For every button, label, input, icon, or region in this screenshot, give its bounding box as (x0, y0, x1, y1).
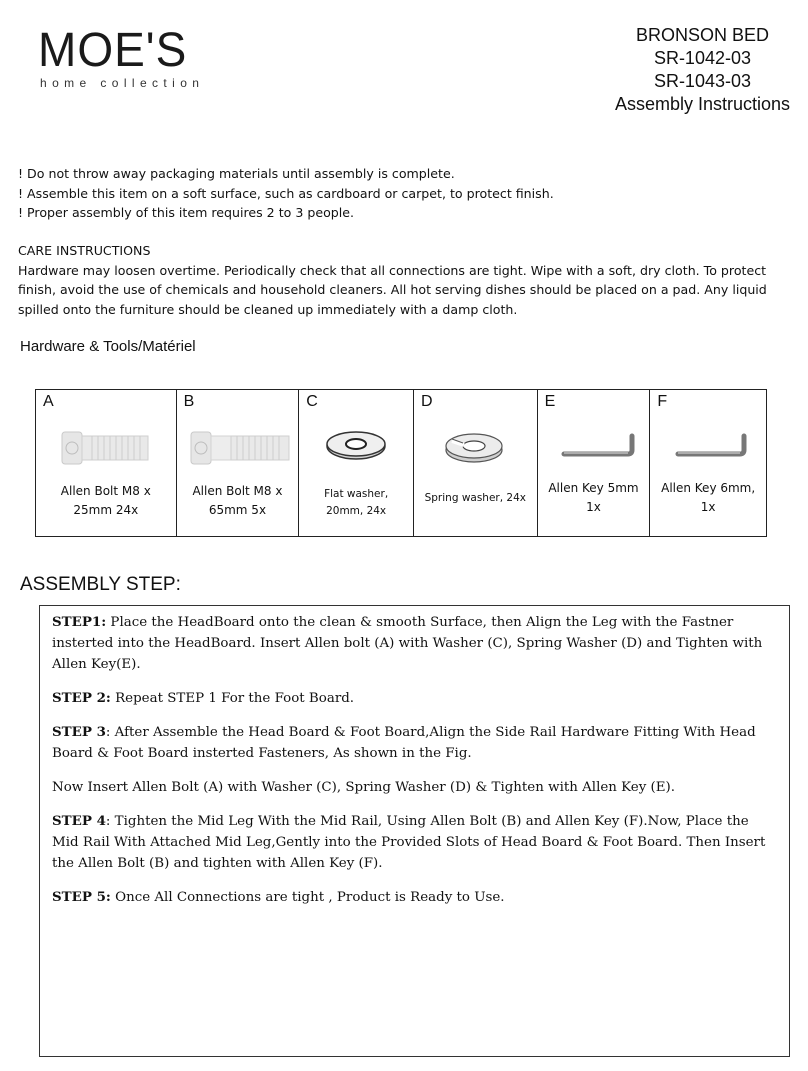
hardware-cell-a (36, 390, 177, 536)
allen-key-icon (650, 422, 765, 472)
step-3-continued (52, 777, 777, 798)
hardware-line-1: Spring washer, 24x (424, 492, 526, 504)
step-label: STEP 5: (52, 889, 111, 905)
brand-logo (38, 21, 228, 90)
step-label: STEP 4 (52, 813, 106, 829)
assembly-heading: ASSEMBLY STEP: (20, 574, 181, 595)
step-5 (52, 887, 777, 908)
care-heading: CARE INSTRUCTIONS (18, 243, 151, 258)
allen-key-icon (538, 422, 650, 472)
hardware-table (35, 389, 767, 537)
hardware-cell-d (414, 390, 538, 536)
spring-washer-icon (414, 422, 537, 472)
hardware-description (416, 490, 535, 507)
step-text: : Tighten the Mid Leg With the Mid Rail, Using Allen Bolt (B) and Allen Key (F).Now, Place the Mid Rail With Attached Mid Leg,Gently into the Provided Slots of Head Board & Foot Board. Then Insert the Allen Bolt (B) and tighten with Allen Key (F). (52, 814, 766, 871)
step-label: STEP1: (52, 614, 107, 630)
hardware-letter: A (43, 393, 54, 410)
hardware-heading: Hardware & Tools/Matériel (20, 338, 196, 355)
note-line: ! Proper assembly of this item requires 2 to 3 people. (18, 205, 355, 220)
bolt-short-icon (36, 422, 176, 472)
hardware-line-2: 65mm 5x (208, 503, 267, 517)
step-label: STEP 2: (52, 690, 111, 706)
hardware-description (652, 479, 764, 517)
hardware-line-1: Flat washer, (324, 488, 389, 500)
hardware-description (179, 482, 297, 520)
brand-name: MOE'S (38, 21, 188, 77)
hardware-line-1: Allen Key 6mm, (661, 481, 756, 495)
step-label: STEP 3 (52, 724, 106, 740)
hardware-line-1: Allen Key 5mm (548, 481, 639, 495)
sku-1: SR-1042-03 (653, 48, 751, 68)
flat-washer-icon (299, 422, 413, 472)
hardware-line-2: 1x (586, 500, 601, 514)
hardware-letter: E (544, 393, 556, 410)
hardware-line-2: 20mm, 24x (326, 505, 387, 517)
hardware-letter: F (657, 393, 668, 410)
hardware-cell-b (177, 390, 300, 536)
hardware-letter: B (183, 393, 195, 410)
hardware-cell-e (538, 390, 651, 536)
assembly-steps (39, 605, 790, 1057)
hardware-description (540, 479, 648, 517)
hardware-letter: C (306, 393, 318, 410)
hardware-line-2: 25mm 24x (73, 503, 139, 517)
care-text: Hardware may loosen overtime. Periodically check that all connections are tight. Wipe with a soft, dry cloth. To protect finish, avoid the use of chemicals and household cleaners. All hot serving dishes should be placed on a pad. Any liquid spilled onto the furniture should be cleaned up immediately with a damp cloth. (18, 262, 767, 317)
document-type: Assembly Instructions (614, 94, 790, 114)
step-text: Repeat STEP 1 For the Foot Board. (110, 691, 355, 706)
step-4 (52, 811, 777, 874)
product-name: BRONSON BED (635, 25, 769, 45)
sku-2: SR-1043-03 (653, 71, 751, 91)
step-2 (52, 688, 777, 709)
brand-tagline: home collection (40, 76, 205, 90)
care-instructions (18, 241, 790, 319)
document-title-block (615, 24, 790, 116)
hardware-line-1: Allen Bolt M8 x (192, 484, 283, 498)
hardware-cell-c (299, 390, 414, 536)
bolt-long-icon (177, 422, 299, 472)
note-line: ! Assemble this item on a soft surface, such as cardboard or carpet, to protect finish. (18, 185, 554, 201)
step-text: : After Assemble the Head Board & Foot Board,Align the Side Rail Hardware Fitting With Head Board & Foot Board insterted Fasteners, As shown in the Fig. (52, 725, 756, 761)
step-3 (52, 722, 777, 764)
hardware-letter: D (420, 393, 433, 410)
step-text: Place the HeadBoard onto the clean & smooth Surface, then Align the Leg with the Fastner insterted into the HeadBoard. Insert Allen bolt (A) with Washer (C), Spring Washer (D) and Tighten with Allen Key(E). (52, 615, 763, 672)
step-text: Now Insert Allen Bolt (A) with Washer (C), Spring Washer (D) & Tighten with Allen Key (E). (52, 780, 676, 795)
hardware-description (301, 486, 411, 520)
step-1 (52, 612, 777, 675)
hardware-cell-f (650, 390, 766, 536)
warning-notes (18, 164, 788, 223)
hardware-line-2: 1x (700, 500, 716, 514)
hardware-line-1: Allen Bolt M8 x (60, 484, 151, 498)
hardware-description (38, 482, 174, 520)
step-text: Once All Connections are tight , Product is Ready to Use. (110, 890, 505, 905)
note-line: ! Do not throw away packaging materials until assembly is complete. (18, 166, 455, 181)
